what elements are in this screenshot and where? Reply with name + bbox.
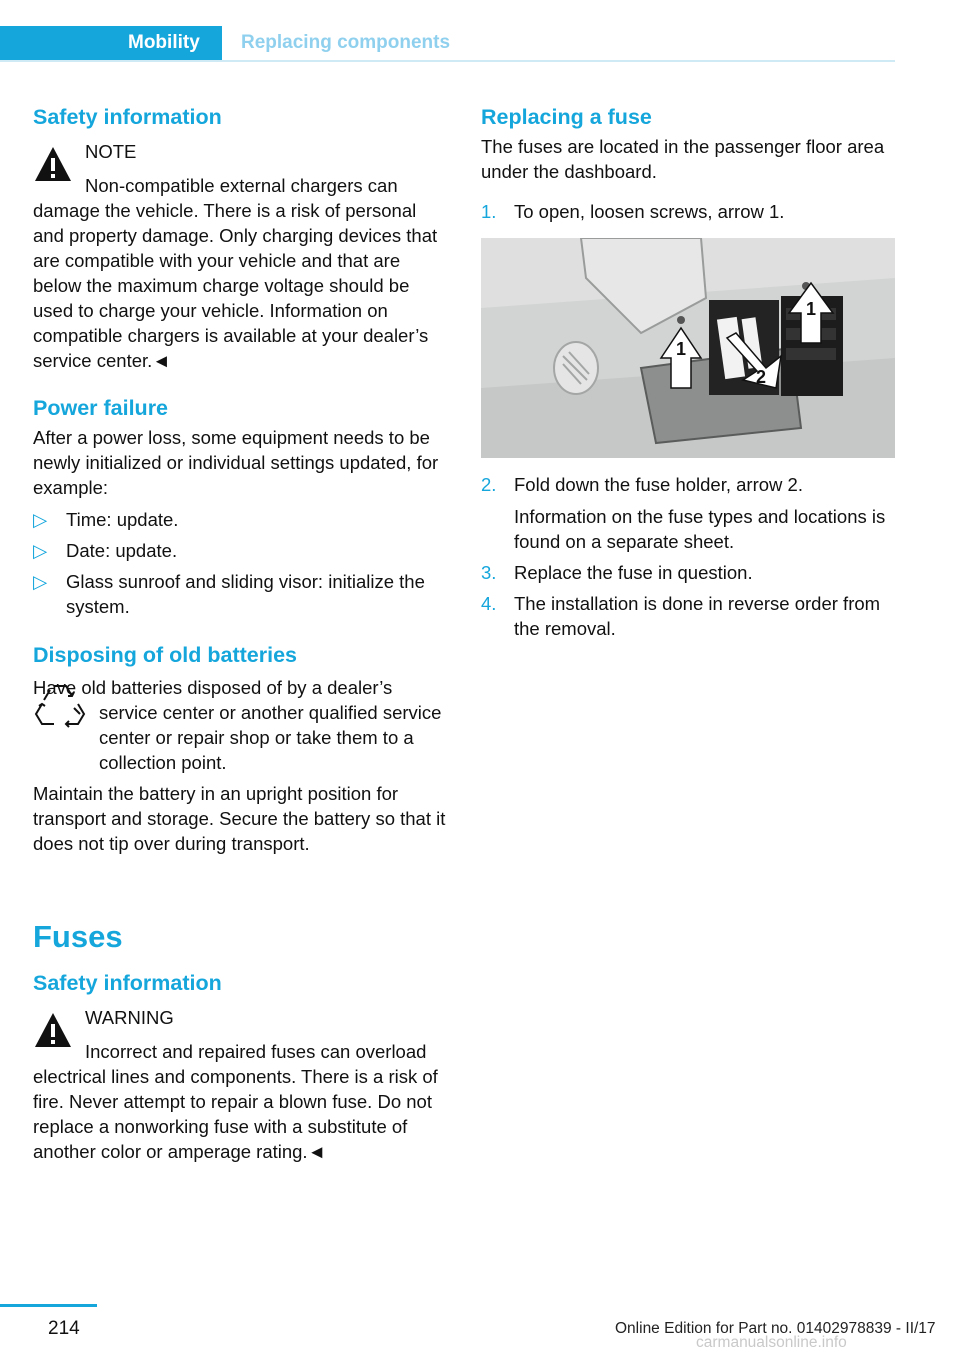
- step-extra-text: Information on the fuse types and locations is found on a separate sheet.: [514, 506, 886, 552]
- step-text: Replace the fuse in question.: [514, 562, 753, 583]
- power-list: [33, 507, 449, 619]
- arrow-label: 1: [675, 339, 687, 359]
- replace-intro: The fuses are located in the passenger floor area under the dashboard.: [481, 136, 885, 182]
- subsection-label: Replacing components: [241, 32, 451, 53]
- step-text: Fold down the fuse holder, arrow 2.: [514, 474, 803, 495]
- arrow-label: 1: [805, 299, 817, 319]
- step-text: To open, loosen screws, arrow 1.: [514, 201, 785, 222]
- warning-triangle-icon: [33, 1010, 73, 1050]
- step-number: 2.: [481, 474, 497, 495]
- page-number: 214: [48, 1318, 80, 1339]
- safety-heading: Safety information: [33, 105, 222, 129]
- left-column: [33, 102, 449, 1164]
- list-item-text: Glass sunroof and sliding visor: initialize the system.: [66, 571, 425, 617]
- bullet-icon: ▷: [33, 540, 48, 561]
- disposing-heading: Disposing of old batteries: [33, 643, 297, 667]
- step-number: 4.: [481, 593, 497, 614]
- arrow-label: 2: [755, 367, 767, 387]
- fuse-box-illustration: [481, 238, 895, 458]
- step-item: [481, 472, 895, 554]
- list-item: [33, 569, 449, 619]
- note-label: NOTE: [85, 141, 137, 162]
- footer-rule: [0, 1304, 97, 1307]
- section-label: Mobility: [128, 32, 200, 53]
- warning-triangle-icon: [33, 144, 73, 184]
- list-item: [33, 507, 449, 532]
- power-heading: Power failure: [33, 396, 169, 420]
- fuses-safety-heading: Safety information: [33, 971, 222, 995]
- bullet-icon: ▷: [33, 509, 48, 530]
- replace-heading: Replacing a fuse: [481, 105, 652, 129]
- warning-label: WARNING: [85, 1007, 174, 1028]
- list-item-text: Time: update.: [66, 509, 179, 530]
- step-text: The installation is done in reverse order from the removal.: [514, 593, 881, 639]
- step-number: 1.: [481, 201, 497, 222]
- note-text: Non-compatible external chargers can damage the vehicle. There is a risk of personal and property damage. Only charging devices that are compatible with your vehicle and that are below the maximum charge voltage should be used to charge your vehicle. Information on compatible chargers is available at your dealer’s service center.◄: [33, 175, 438, 371]
- disposing-text: Have old batteries disposed of by a dealer’s service center or another qualified service center or repair shop or take them to a collection point.: [33, 677, 442, 773]
- disposing-text-2: Maintain the battery in an upright position for transport and storage. Secure the battery so that it does not tip over during transport.: [33, 783, 446, 854]
- edition-text: Online Edition for Part no. 01402978839 - II/17: [615, 1320, 936, 1337]
- note-block: [33, 139, 449, 373]
- header-rule: [0, 60, 895, 62]
- fuses-heading: Fuses: [33, 919, 123, 954]
- right-column: [481, 102, 895, 641]
- power-text: After a power loss, some equipment needs to be newly initialized or individual settings updated, for example:: [33, 427, 439, 498]
- recycle-block: [33, 675, 449, 775]
- list-item-text: Date: update.: [66, 540, 178, 561]
- subsection-tab: [224, 26, 450, 62]
- steps-list: [481, 199, 895, 224]
- watermark: carmanualsonline.info: [696, 1334, 847, 1351]
- warning-text: Incorrect and repaired fuses can overload electrical lines and components. There is a risk of fire. Never attempt to repair a blown fuse. Do not replace a nonworking fuse with a substitute of another color or amperage rating.◄: [33, 1041, 438, 1162]
- bullet-icon: ▷: [33, 571, 48, 592]
- list-item: [33, 538, 449, 563]
- step-item: [481, 199, 895, 224]
- step-number: 3.: [481, 562, 497, 583]
- steps-list-continued: [481, 472, 895, 641]
- warning-block: [33, 1005, 449, 1164]
- step-item: [481, 591, 895, 641]
- section-tab: [0, 26, 222, 62]
- step-item: [481, 560, 895, 585]
